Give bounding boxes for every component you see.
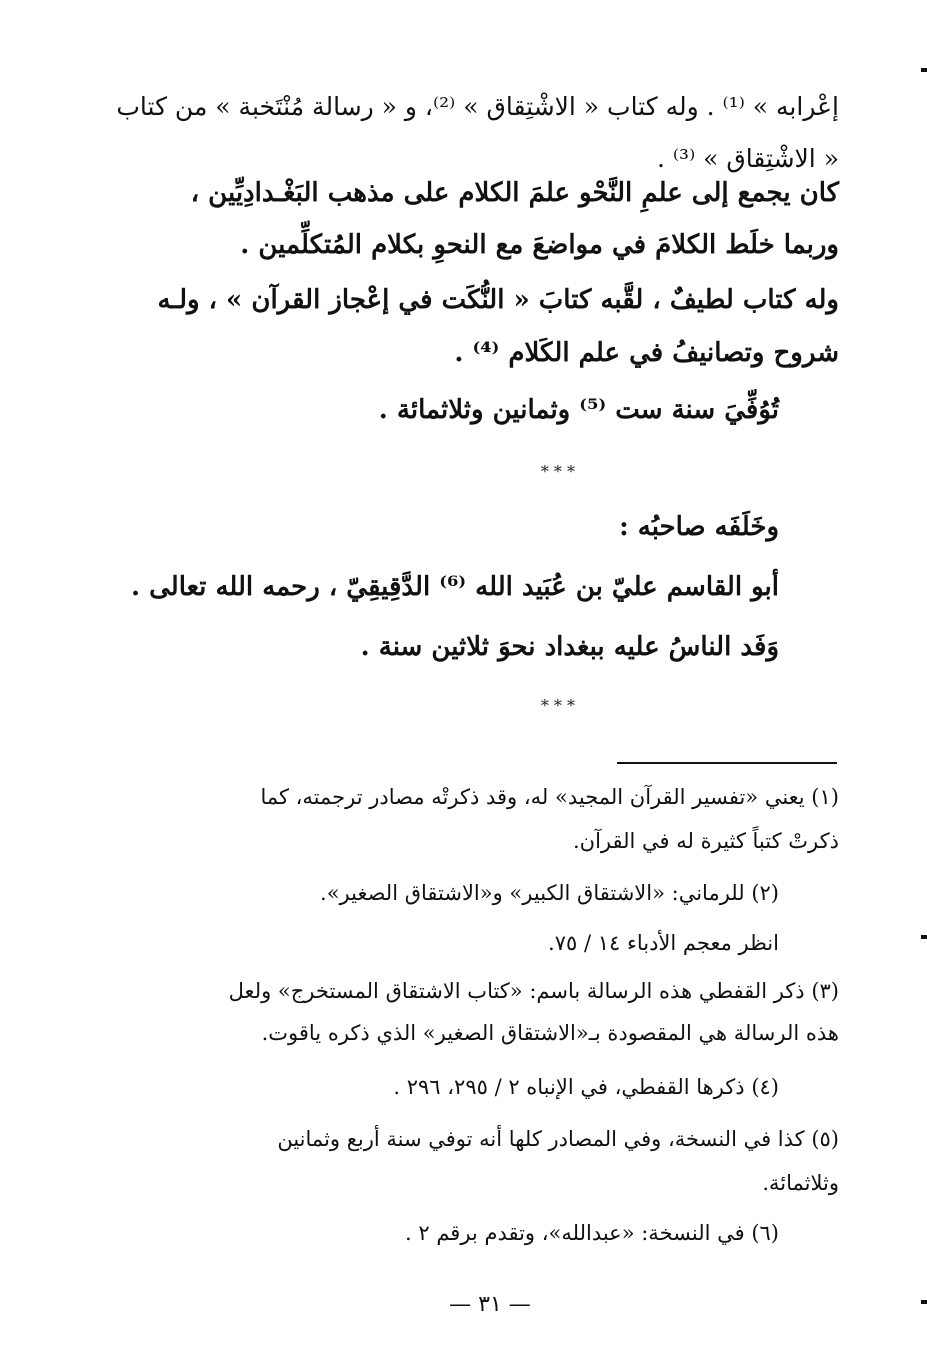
page-number: — ٣١ —: [449, 1292, 531, 1317]
main-line-8: وخَلَفَه صاحبُه :: [619, 512, 779, 542]
footnote-rule: [617, 762, 837, 764]
footnote-5a: (٥) كذا في النسخة، وفي المصادر كلها أنه توفي سنة أربع وثمانين: [277, 1127, 839, 1151]
main-line-4: وربما خلَط الكلامَ في مواضعَ مع النحوِ بكلام المُتكلِّمين .: [240, 230, 839, 260]
footnote-6: (٦) في النسخة: «عبدالله»، وتقدم برقم ٢ .: [405, 1221, 779, 1245]
scan-edge-mark: [921, 1300, 927, 1304]
main-line-5: وله كتاب لطيفٌ ، لقَّبه كتابَ « النُّكَت في إعْجاز القرآن » ، ولـه: [157, 285, 839, 315]
separator-stars-1: * * *: [540, 462, 575, 481]
main-line-6: شروح وتصانيفُ في علم الكَلام ⁽⁴⁾ .: [454, 338, 839, 368]
main-line-2: « الاشْتِقاق » ⁽³⁾ .: [656, 144, 839, 173]
scan-edge-mark: [921, 935, 927, 939]
main-line-10: وَفَد الناسُ عليه ببغداد نحوَ ثلاثين سنة .: [360, 632, 779, 662]
footnote-3b: هذه الرسالة هي المقصودة بـ«الاشتقاق الصغير» الذي ذكره ياقوت.: [261, 1021, 839, 1045]
scan-edge-mark: [921, 68, 927, 72]
footnote-4: (٤) ذكرها القفطي، في الإنباه ٢ / ٢٩٥، ٢٩٦ .: [393, 1075, 779, 1099]
main-line-1: إعْرابه » ⁽¹⁾ . وله كتاب « الاشْتِقاق » ⁽²⁾، و « رسالة مُنْتَخبة » من كتاب: [116, 92, 839, 121]
footnote-2: (٢) للرماني: «الاشتقاق الكبير» و«الاشتقاق الصغير».: [320, 881, 779, 905]
separator-stars-2: * * *: [540, 696, 575, 715]
main-line-3: كان يجمع إلى علمِ النَّحْو علمَ الكلام على مذهب البَغْـدادِيِّين ،: [190, 178, 839, 208]
main-line-9: أبو القاسم عليّ بن عُبَيد الله ⁽⁶⁾ الدَّقِيقِيّ ، رحمه الله تعالى .: [131, 572, 779, 602]
footnote-1a: (١) يعني «تفسير القرآن المجيد» له، وقد ذكرتْه مصادر ترجمته، كما: [260, 785, 839, 809]
footnote-2-ref: انظر معجم الأدباء ١٤ / ٧٥.: [548, 931, 779, 955]
footnote-5b: وثلاثمائة.: [762, 1171, 839, 1195]
footnote-1b: ذكرتْ كتباً كثيرة له في القرآن.: [573, 829, 839, 853]
main-line-7: تُوُفِّيَ سنة ست ⁽⁵⁾ وثمانين وثلاثمائة .: [378, 395, 779, 425]
footnote-3a: (٣) ذكر القفطي هذه الرسالة باسم: «كتاب الاشتقاق المستخرج» ولعل: [228, 979, 839, 1003]
